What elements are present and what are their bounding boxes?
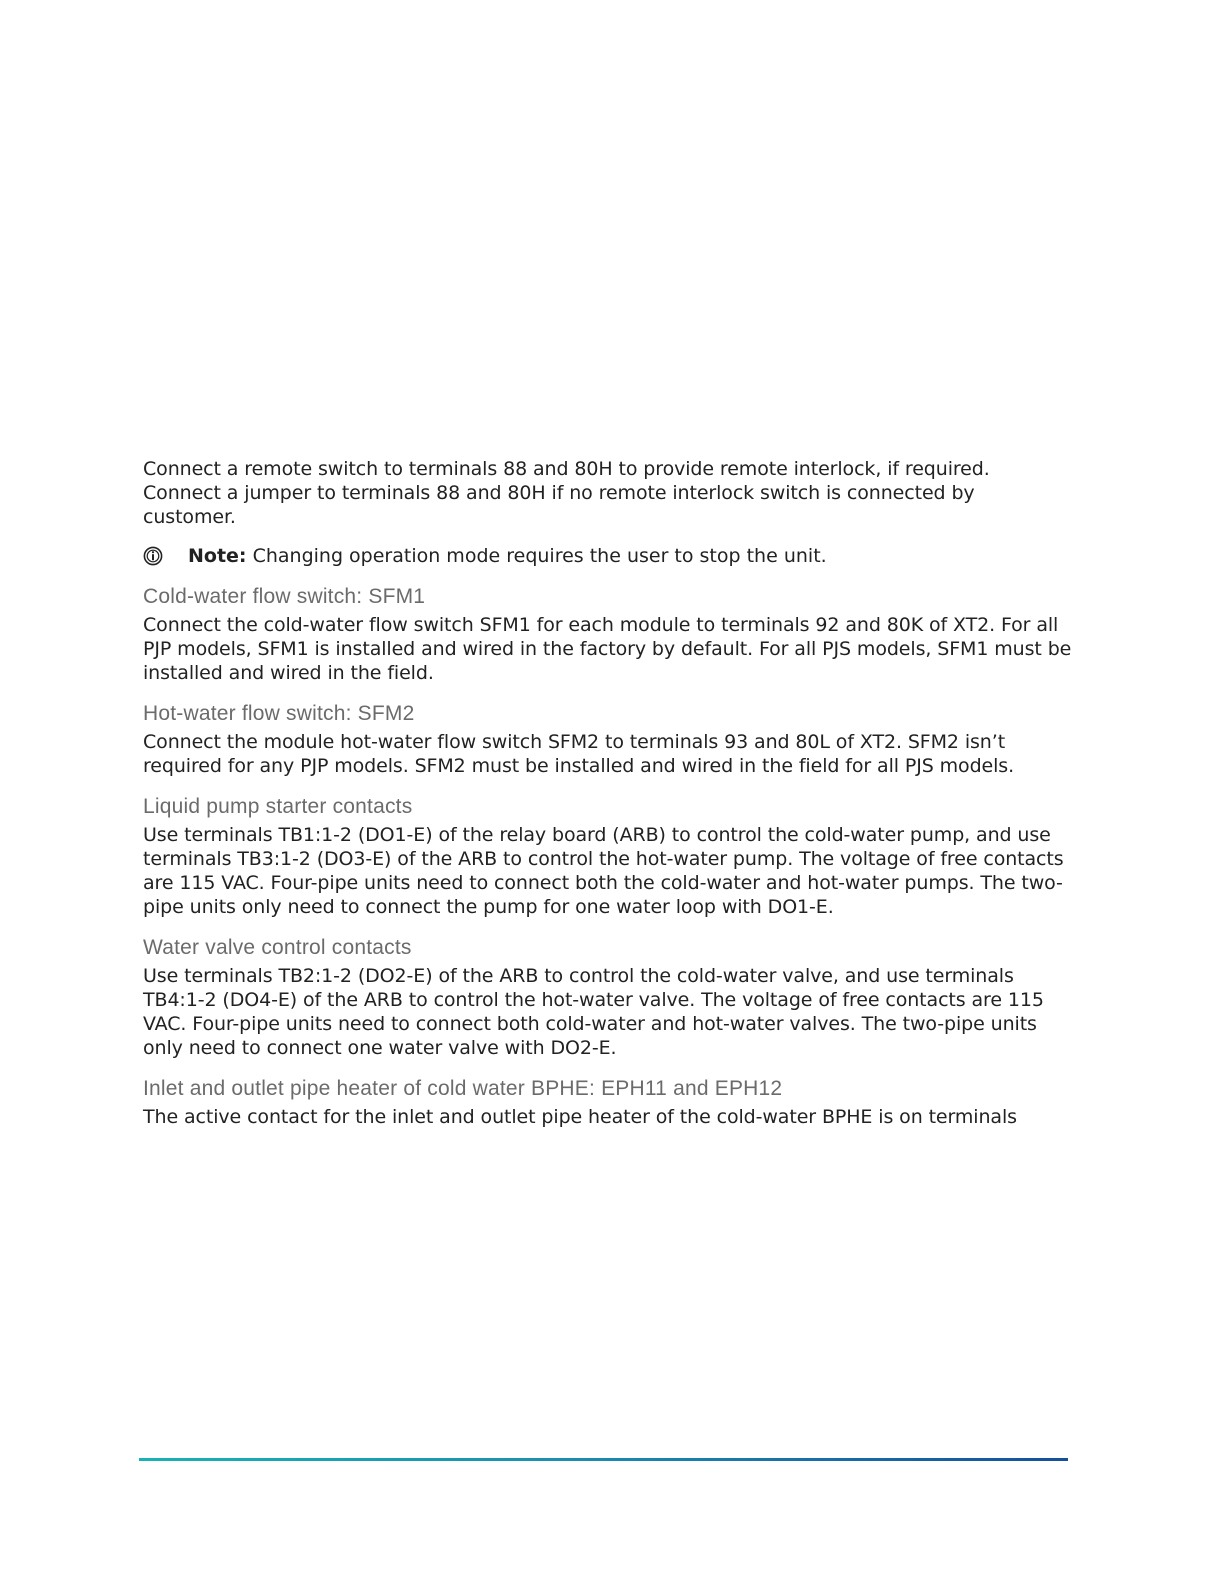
section-heading: Liquid pump starter contacts	[143, 795, 413, 818]
document-body	[143, 457, 1073, 1145]
info-icon	[143, 546, 163, 566]
section-body: The active contact for the inlet and outlet pipe heater of the cold-water BPHE is on terminals	[143, 1106, 1017, 1128]
section-heading: Water valve control contacts	[143, 936, 412, 959]
section-pipe-heater	[143, 1076, 1073, 1129]
note-label: Note:	[188, 545, 247, 567]
section-body: Use terminals TB1:1-2 (DO1-E) of the relay board (ARB) to control the cold-water pump, and use terminals TB3:1-2 (DO3-E) of the ARB to control the hot-water pump. The voltage of free contacts are 115 VAC. Four-pipe units need to connect both the cold-water and hot-water pumps. The two-pipe units only need to connect the pump for one water loop with DO1-E.	[143, 824, 1064, 918]
section-body: Connect the module hot-water flow switch SFM2 to terminals 93 and 80L of XT2. SFM2 isn’t required for any PJP models. SFM2 must be installed and wired in the field for all PJS models.	[143, 731, 1015, 777]
section-heading: Cold-water flow switch: SFM1	[143, 585, 426, 608]
footer-divider	[139, 1458, 1068, 1461]
section-body: Use terminals TB2:1-2 (DO2-E) of the ARB to control the cold-water valve, and use terminals TB4:1-2 (DO4-E) of the ARB to control the hot-water valve. The voltage of free contacts are 115 VAC. Four-pipe units need to connect both cold-water and hot-water valves. The two-pipe units only need to connect one water valve with DO2-E.	[143, 965, 1044, 1059]
intro-paragraph: Connect a remote switch to terminals 88 and 80H to provide remote interlock, if required. Connect a jumper to terminals 88 and 80H if no remote interlock switch is connected by customer.	[143, 458, 990, 528]
section-water-valve-control	[143, 935, 1073, 1060]
note-text: Changing operation mode requires the user to stop the unit.	[246, 545, 827, 567]
section-hot-water-flow-switch	[143, 701, 1073, 778]
note-callout	[143, 544, 1073, 568]
section-body: Connect the cold-water flow switch SFM1 for each module to terminals 92 and 80K of XT2. For all PJP models, SFM1 is installed and wired in the factory by default. For all PJS models, SFM1 must be installed and wired in the field.	[143, 614, 1072, 684]
section-cold-water-flow-switch	[143, 584, 1073, 685]
section-liquid-pump-starter	[143, 794, 1073, 919]
section-heading: Inlet and outlet pipe heater of cold water BPHE: EPH11 and EPH12	[143, 1077, 783, 1100]
section-heading: Hot-water flow switch: SFM2	[143, 702, 415, 725]
